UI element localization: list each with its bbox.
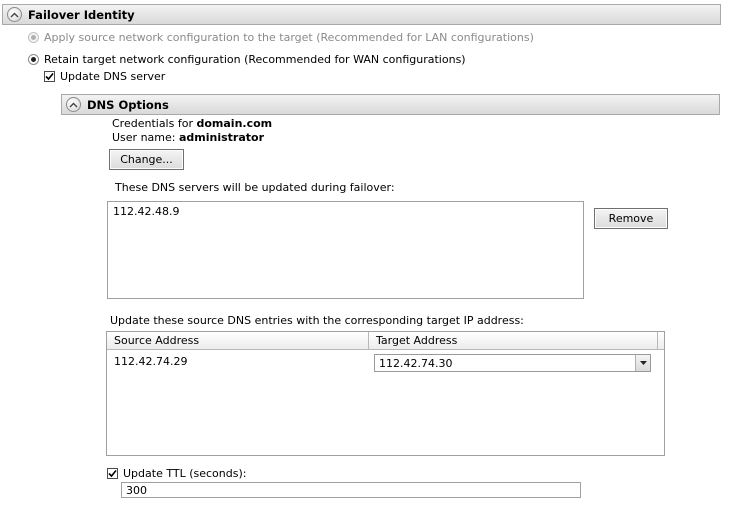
update-ttl-option[interactable]	[107, 467, 246, 480]
column-header-source[interactable]	[107, 332, 369, 350]
retain-target-radio[interactable]	[28, 54, 39, 65]
username-value: administrator	[178, 131, 265, 144]
username-line	[112, 131, 264, 144]
table-row[interactable]	[107, 351, 664, 373]
dns-servers-label: These DNS servers will be updated during failover:	[115, 181, 395, 194]
target-address-value: 112.42.74.30	[379, 356, 453, 370]
column-header-source-label: Source Address	[114, 334, 200, 347]
check-icon	[45, 72, 54, 81]
chevron-down-icon	[640, 361, 647, 365]
check-icon	[108, 469, 117, 478]
failover-identity-title: Failover Identity	[28, 7, 135, 22]
username-prefix: User name:	[112, 131, 176, 144]
credentials-line	[112, 117, 272, 130]
credentials-prefix: Credentials for	[112, 117, 193, 130]
remove-dns-server-button[interactable]: Remove	[594, 208, 668, 229]
apply-source-option[interactable]	[28, 31, 534, 44]
update-dns-checkbox[interactable]	[44, 71, 55, 82]
update-ttl-label: Update TTL (seconds):	[123, 467, 247, 480]
failover-identity-header[interactable]	[2, 4, 721, 25]
ttl-input[interactable]	[121, 482, 581, 498]
credentials-domain: domain.com	[196, 117, 273, 130]
apply-source-label: Apply source network configuration to the target (Recommended for LAN configurations)	[44, 31, 534, 44]
dns-server-item[interactable]: 112.42.48.9	[113, 205, 180, 218]
column-header-target[interactable]	[369, 332, 658, 350]
change-credentials-button[interactable]: Change...	[109, 149, 184, 170]
column-header-target-label: Target Address	[376, 334, 458, 347]
target-address-dropdown-button[interactable]	[635, 355, 650, 371]
apply-source-radio[interactable]	[28, 32, 39, 43]
dns-servers-list[interactable]	[107, 201, 584, 299]
retain-target-option[interactable]	[28, 53, 466, 66]
update-ttl-checkbox[interactable]	[107, 468, 118, 479]
update-dns-label: Update DNS server	[60, 70, 166, 83]
collapse-dns-options-button[interactable]	[66, 97, 81, 112]
retain-target-label: Retain target network configuration (Recommended for WAN configurations)	[44, 53, 466, 66]
dns-options-title: DNS Options	[87, 97, 169, 112]
collapse-failover-identity-button[interactable]	[7, 7, 22, 22]
chevron-up-icon	[10, 12, 19, 18]
target-address-dropdown[interactable]	[374, 354, 651, 372]
dns-entries-label: Update these source DNS entries with the corresponding target IP address:	[110, 314, 524, 327]
column-header-filler	[658, 332, 664, 350]
chevron-up-icon	[69, 102, 78, 108]
update-dns-option[interactable]	[44, 70, 165, 83]
dns-options-header[interactable]	[61, 94, 720, 115]
source-address-cell: 112.42.74.29	[114, 355, 188, 368]
dns-entries-grid[interactable]	[106, 331, 665, 456]
